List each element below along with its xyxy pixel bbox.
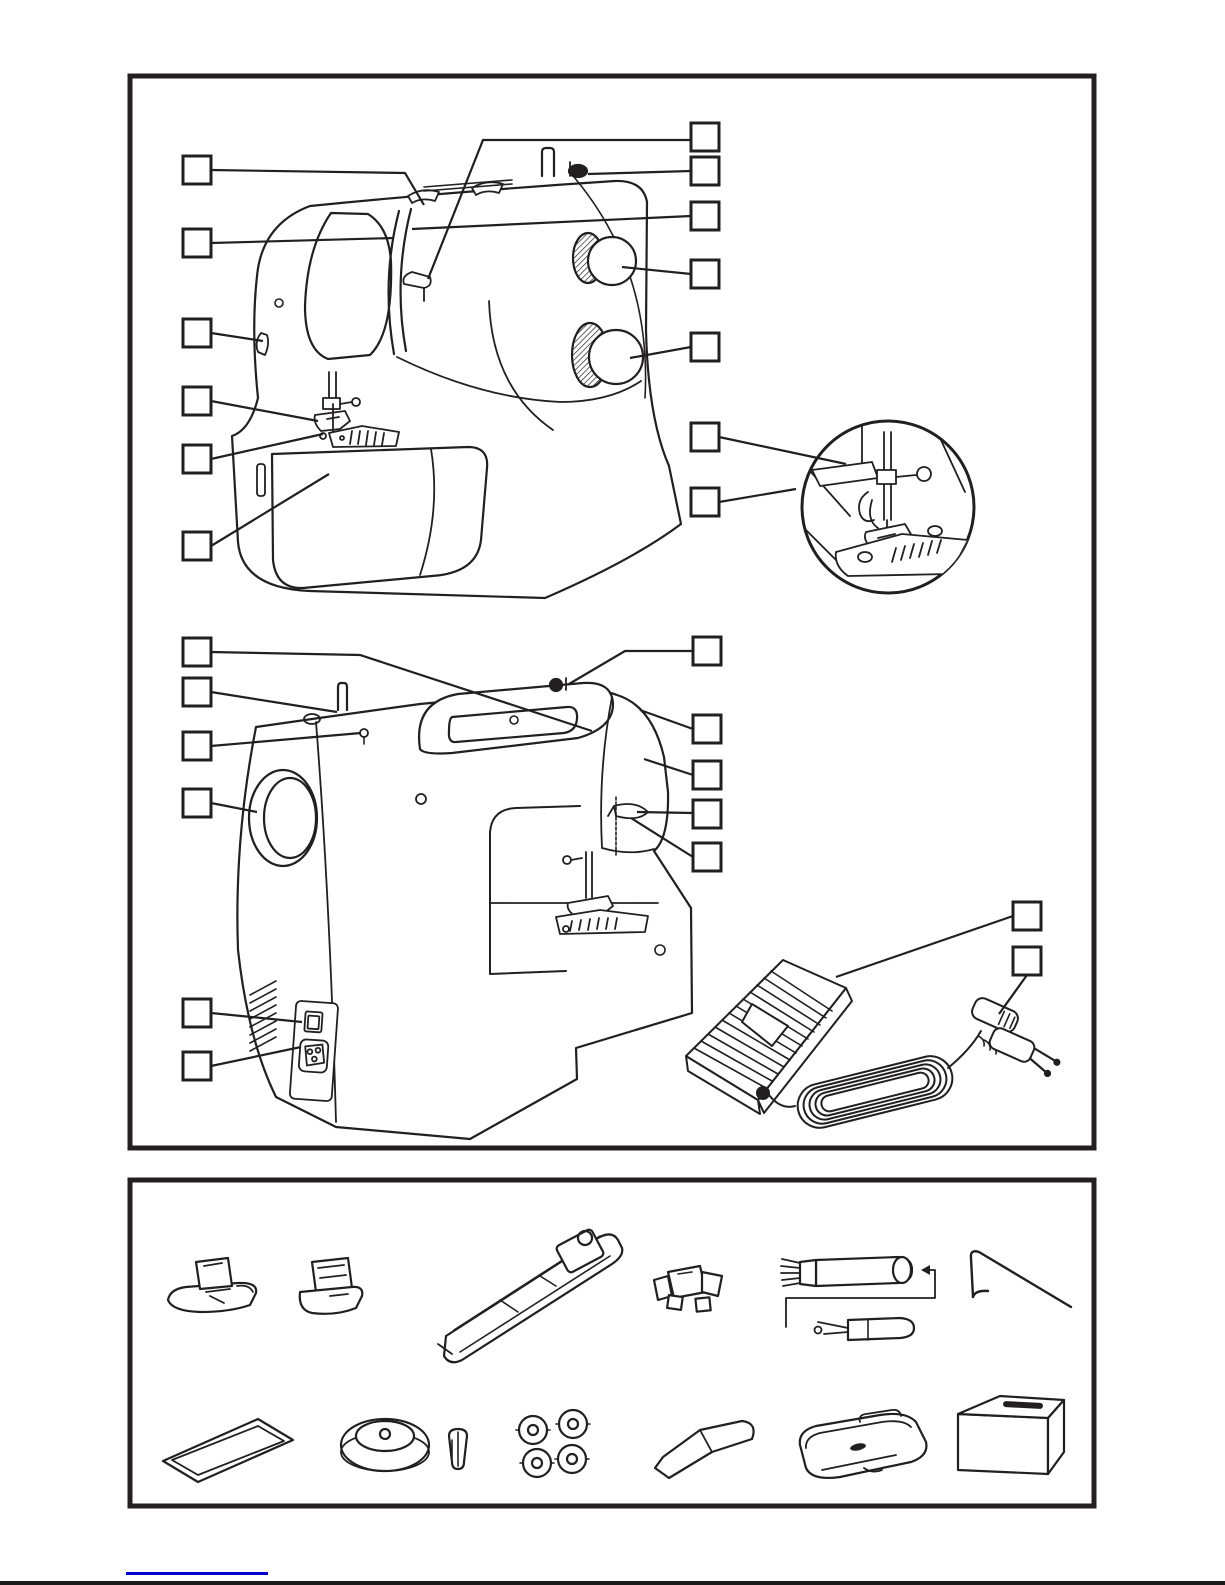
spool-cap-icon: [341, 1419, 429, 1471]
callout-box-fv-right-4: [691, 260, 719, 288]
bobbin-winder-stop: [569, 165, 587, 177]
needle-area-inset: [800, 421, 974, 593]
upper-dial: [588, 237, 636, 285]
page-bottom-rule: [0, 1581, 1225, 1585]
callout-box-rv-right-1: [693, 637, 721, 665]
callout-box-rv-left-6: [183, 1052, 211, 1080]
callout-box-rv-left-1: [183, 638, 211, 666]
callout-box-pedal-2: [1013, 947, 1041, 975]
callout-box-fv-left-2: [183, 229, 211, 257]
callout-box-fv-right-3: [691, 202, 719, 230]
callout-box-fv-left-5: [183, 445, 211, 473]
callout-box-fv-left-3: [183, 319, 211, 347]
callout-box-rv-left-2: [183, 678, 211, 706]
callout-box-rv-right-3: [693, 761, 721, 789]
callout-box-fv-right-6: [691, 423, 719, 451]
accessories-frame: [130, 1180, 1094, 1506]
callout-box-rv-left-3: [183, 732, 211, 760]
spool-pin-holder-icon: [449, 1429, 467, 1469]
footer-link-underline[interactable]: [126, 1572, 268, 1575]
callout-box-pedal-1: [1013, 902, 1041, 930]
power-panel: [290, 1001, 339, 1102]
callout-box-rv-right-2: [693, 715, 721, 743]
callout-box-rv-left-5: [183, 999, 211, 1027]
bobbin-winder-rear: [550, 679, 562, 691]
callout-box-rv-right-5: [693, 843, 721, 871]
callout-box-fv-left-4: [183, 387, 211, 415]
callout-box-fv-left-6: [183, 532, 211, 560]
callout-box-rv-right-4: [693, 800, 721, 828]
callout-box-fv-left-1: [183, 156, 211, 184]
callout-box-fv-right-5: [691, 333, 719, 361]
callout-box-fv-right-1: [691, 123, 719, 151]
callout-box-rv-left-4: [183, 789, 211, 817]
accessory-box-icon: [958, 1396, 1064, 1474]
callout-box-fv-right-7: [691, 488, 719, 516]
thread-cutter: [257, 333, 269, 355]
callout-box-fv-right-2: [691, 157, 719, 185]
accessory-tray-cover: [272, 447, 487, 588]
front-view-illustration: [232, 148, 681, 598]
leader-line-rv-right-4: [637, 812, 693, 813]
lint-brush-icon: [781, 1257, 912, 1286]
